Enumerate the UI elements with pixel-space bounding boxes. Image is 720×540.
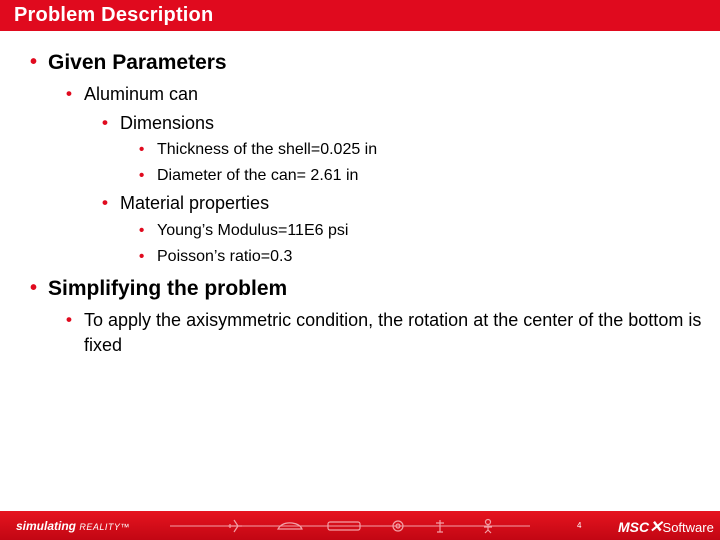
bullet-dot: • [66, 310, 72, 329]
airplane-icon [228, 520, 242, 532]
heading-simplifying: Simplifying the problem [48, 277, 288, 300]
footer-brand-word: simulating [16, 519, 77, 533]
text-axisymmetric-condition: To apply the axisymmetric condition, the rotation at the center of the bottom is fixed [84, 310, 702, 355]
msc-software-logo [618, 517, 714, 537]
bullet-dot: • [139, 248, 145, 265]
bullet-dot: • [139, 167, 145, 184]
subheading-aluminum-can: Aluminum can [84, 84, 199, 104]
logo-software: Software [662, 520, 714, 535]
title-bar [0, 0, 720, 31]
footer-bar [0, 511, 720, 540]
item-can-diameter: Diameter of the can= 2.61 in [157, 167, 359, 184]
person-icon [486, 520, 491, 525]
item-youngs-modulus: Young’s Modulus=11E6 psi [157, 222, 349, 239]
heading-given-parameters: Given Parameters [48, 51, 227, 74]
bullet-dot: • [30, 277, 38, 299]
page-number: 4 [577, 521, 582, 530]
group-label-material-properties: Material properties [120, 193, 270, 213]
footer-brand [16, 519, 130, 533]
footer-brand-suffix: REALITY™ [79, 522, 130, 532]
bullet-dot: • [139, 141, 145, 158]
group-label-dimensions: Dimensions [120, 113, 215, 133]
item-poissons-ratio: Poisson’s ratio=0.3 [157, 248, 293, 265]
logo-swoosh-icon: ✕ [649, 519, 663, 536]
logo-msc: MSC [618, 519, 650, 535]
item-shell-thickness: Thickness of the shell=0.025 in [157, 141, 378, 158]
bullet-dot: • [102, 193, 108, 212]
bullet-dot: • [66, 84, 72, 103]
bullet-dot: • [30, 51, 38, 73]
bullet-dot: • [139, 222, 145, 239]
bullet-dot: • [102, 113, 108, 132]
footer-decoration-icons [170, 517, 530, 535]
slide-title: Problem Description [14, 4, 214, 26]
